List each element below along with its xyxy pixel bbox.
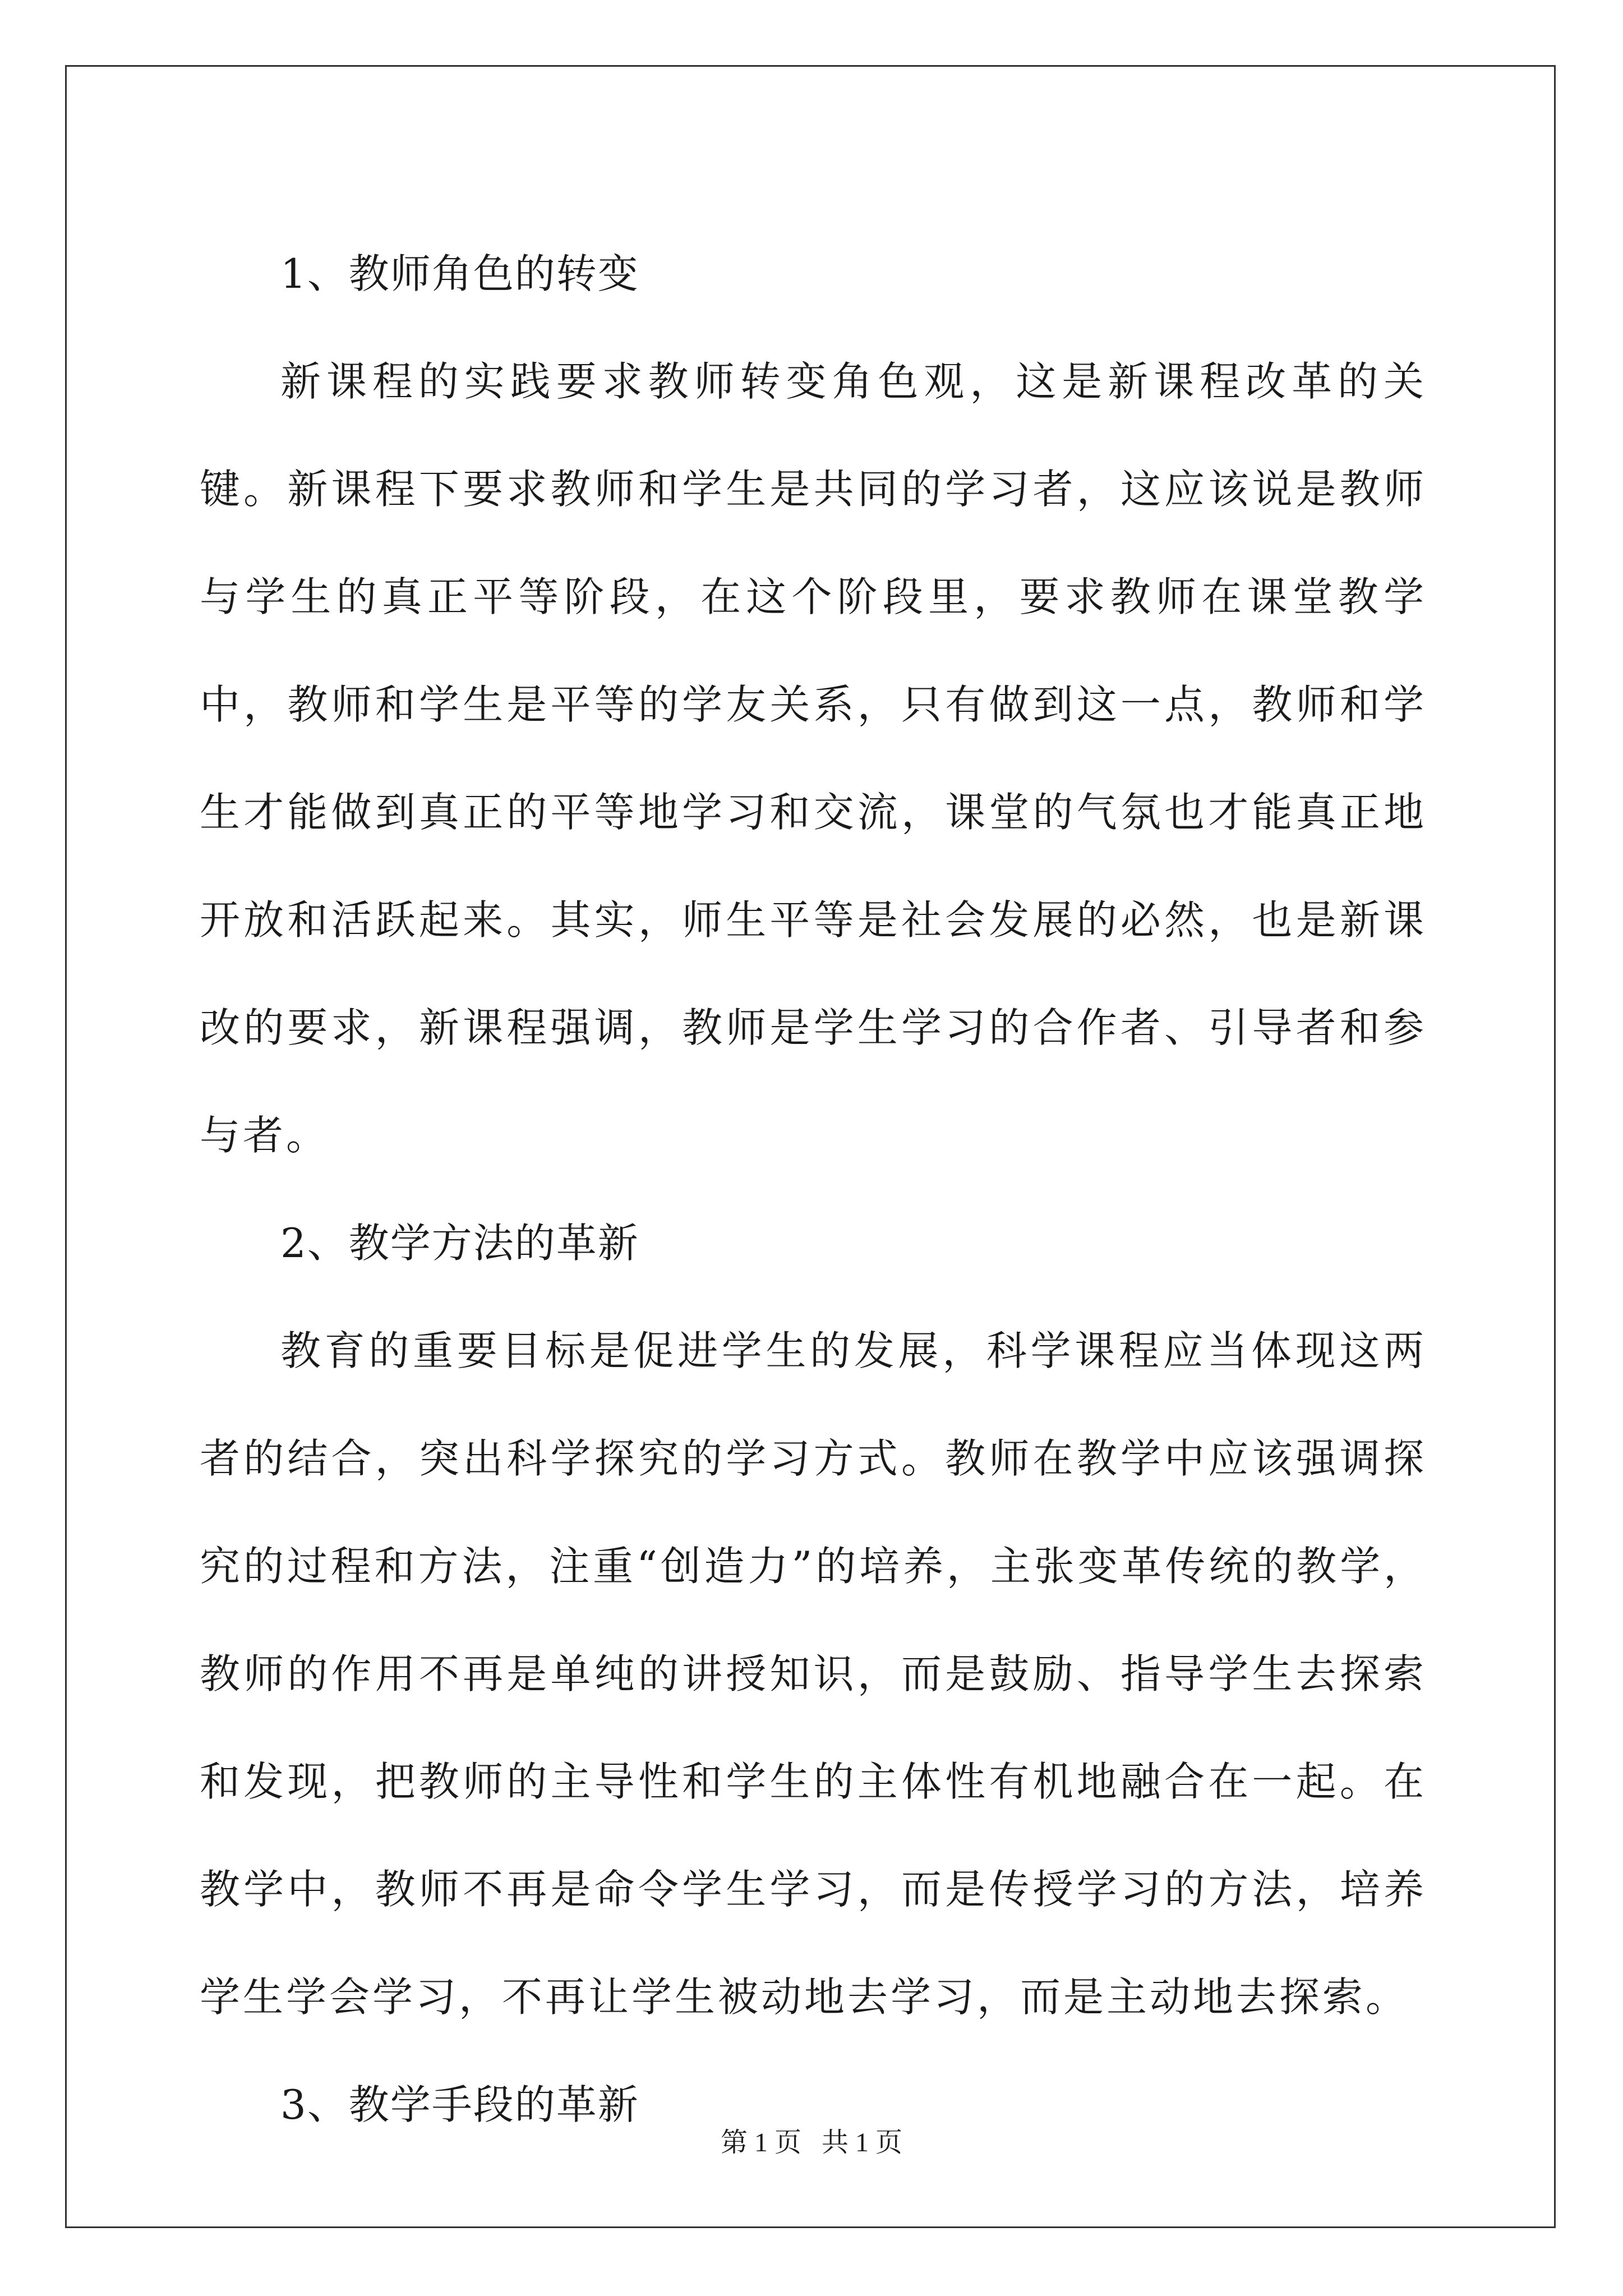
section-heading-2: 2、教学方法的革新 [280, 1220, 639, 1267]
section-heading-3: 3、教学手段的革新 [280, 2081, 639, 2128]
document-body [200, 220, 1427, 2159]
section-heading-1: 1、教师角色的转变 [280, 250, 639, 297]
page-number-footer: 第 1 页 共 1 页 [720, 2128, 902, 2157]
section-paragraph-1: 新课程的实践要求教师转变角色观，这是新课程改革的关键。新课程下要求教师和学生是共同的学习者，这应该说是教师与学生的真正平等阶段，在这个阶段里，要求教师在课堂教学中，教师和学生是平等的学友关系，只有做到这一点，教师和学生才能做到真正的平等地学习和交流，课堂的气氛也才能真正地开放和活跃起来。其实，师生平等是社会发展的必然，也是新课改的要求，新课程强调，教师是学生学习的合作者、引导者和参与者。 [200, 358, 1427, 1159]
section-paragraph-2: 教育的重要目标是促进学生的发展，科学课程应当体现这两者的结合，突出科学探究的学习方式。教师在教学中应该强调探究的过程和方法，注重“创造力”的培养，主张变革传统的教学，教师的作用不再是单纯的讲授知识，而是鼓励、指导学生去探索和发现，把教师的主导性和学生的主体性有机地融合在一起。在教学中，教师不再是命令学生学习，而是传授学习的方法，培养学生学会学习，不再让学生被动地去学习，而是主动地去探索。 [200, 1327, 1427, 2021]
